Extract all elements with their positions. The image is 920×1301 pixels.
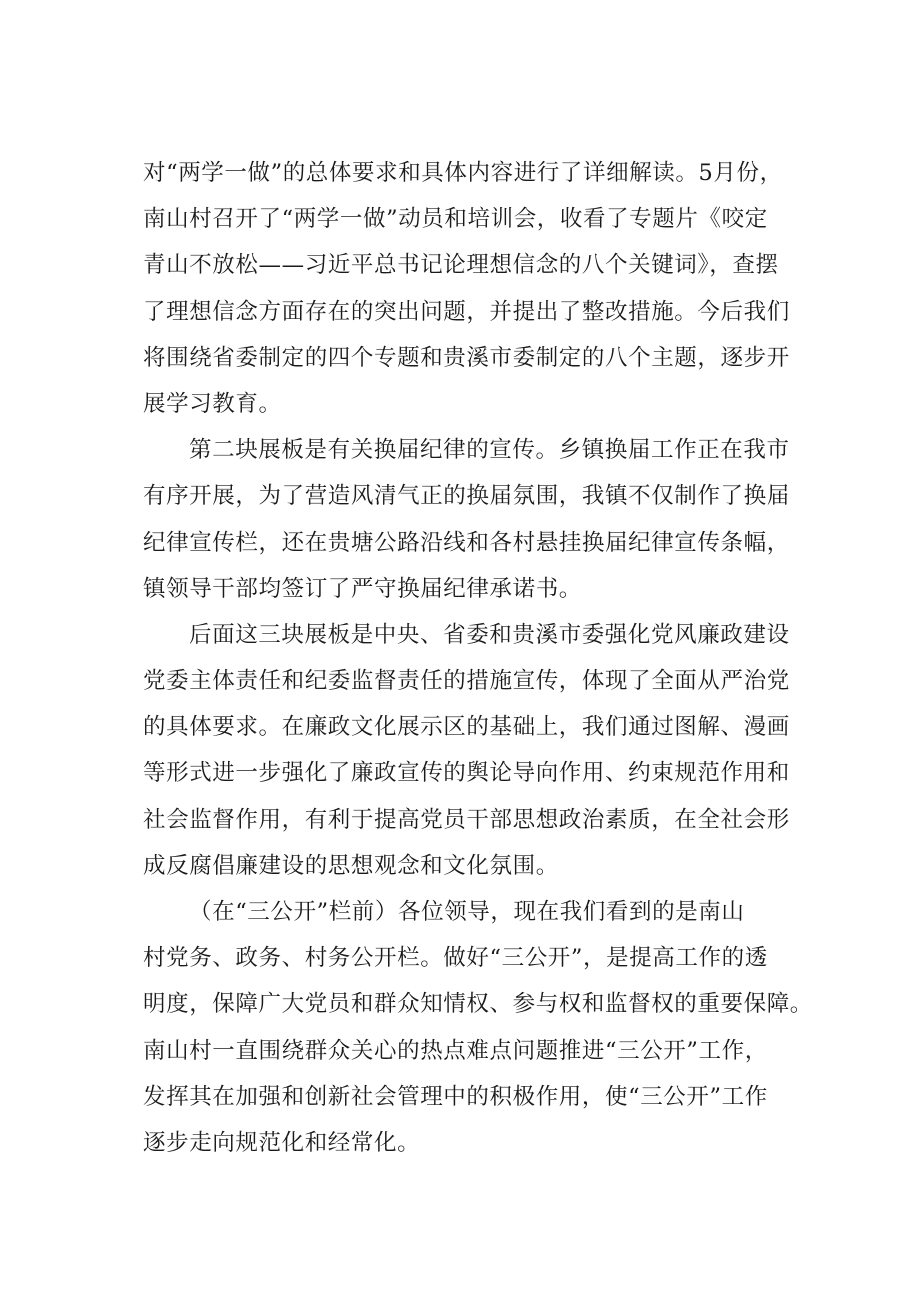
text-line: 等形式进一步强化了廉政宣传的舆论导向作用、约束规范作用和 bbox=[143, 760, 790, 787]
text-line: 党委主体责任和纪委监督责任的措施宣传，体现了全面从严治党 bbox=[143, 668, 790, 695]
text-line: 纪律宣传栏，还在贵塘公路沿线和各村悬挂换届纪律宣传条幅， bbox=[143, 529, 790, 556]
text-line: 有序开展，为了营造风清气正的换届氛围，我镇不仅制作了换届 bbox=[143, 483, 790, 510]
document-body bbox=[143, 150, 843, 1166]
text-line: 发挥其在加强和创新社会管理中的积极作用，使“三公开”工作 bbox=[143, 1083, 768, 1110]
text-line: 南山村召开了“两学一做”动员和培训会，收看了专题片《咬定 bbox=[143, 206, 768, 233]
text-line: 对“两学一做”的总体要求和具体内容进行了详细解读。5月份， bbox=[143, 160, 783, 186]
paragraph-first-line: 第二块展板是有关换届纪律的宣传。乡镇换届工作正在我市 bbox=[189, 437, 790, 464]
text-line: 的具体要求。在廉政文化展示区的基础上，我们通过图解、漫画 bbox=[143, 714, 790, 741]
text-line: 展学习教育。 bbox=[143, 390, 282, 417]
text-line: 将围绕省委制定的四个专题和贵溪市委制定的八个主题，逐步开 bbox=[143, 344, 790, 371]
paragraph-first-line: 后面这三块展板是中央、省委和贵溪市委强化党风廉政建设 bbox=[189, 621, 790, 648]
text-line: 明度，保障广大党员和群众知情权、参与权和监督权的重要保障。 bbox=[143, 991, 813, 1018]
text-line: 了理想信念方面存在的突出问题，并提出了整改措施。今后我们 bbox=[143, 298, 790, 325]
text-line: 青山不放松——习近平总书记论理想信念的八个关键词》，查摆 bbox=[143, 252, 779, 279]
text-line: 社会监督作用，有利于提高党员干部思想政治素质，在全社会形 bbox=[143, 806, 790, 833]
text-line: 成反腐倡廉建设的思想观念和文化氛围。 bbox=[143, 852, 559, 879]
text-line: 南山村一直围绕群众关心的热点难点问题推进“三公开”工作， bbox=[143, 1037, 768, 1064]
text-line: 村党务、政务、村务公开栏。做好“三公开”，是提高工作的透 bbox=[143, 945, 768, 972]
text-line: 逐步走向规范化和经常化。 bbox=[143, 1129, 421, 1156]
text-line: 镇领导干部均签订了严守换届纪律承诺书。 bbox=[143, 575, 582, 602]
paragraph-first-line: （在“三公开”栏前）各位领导，现在我们看到的是南山 bbox=[189, 899, 745, 925]
